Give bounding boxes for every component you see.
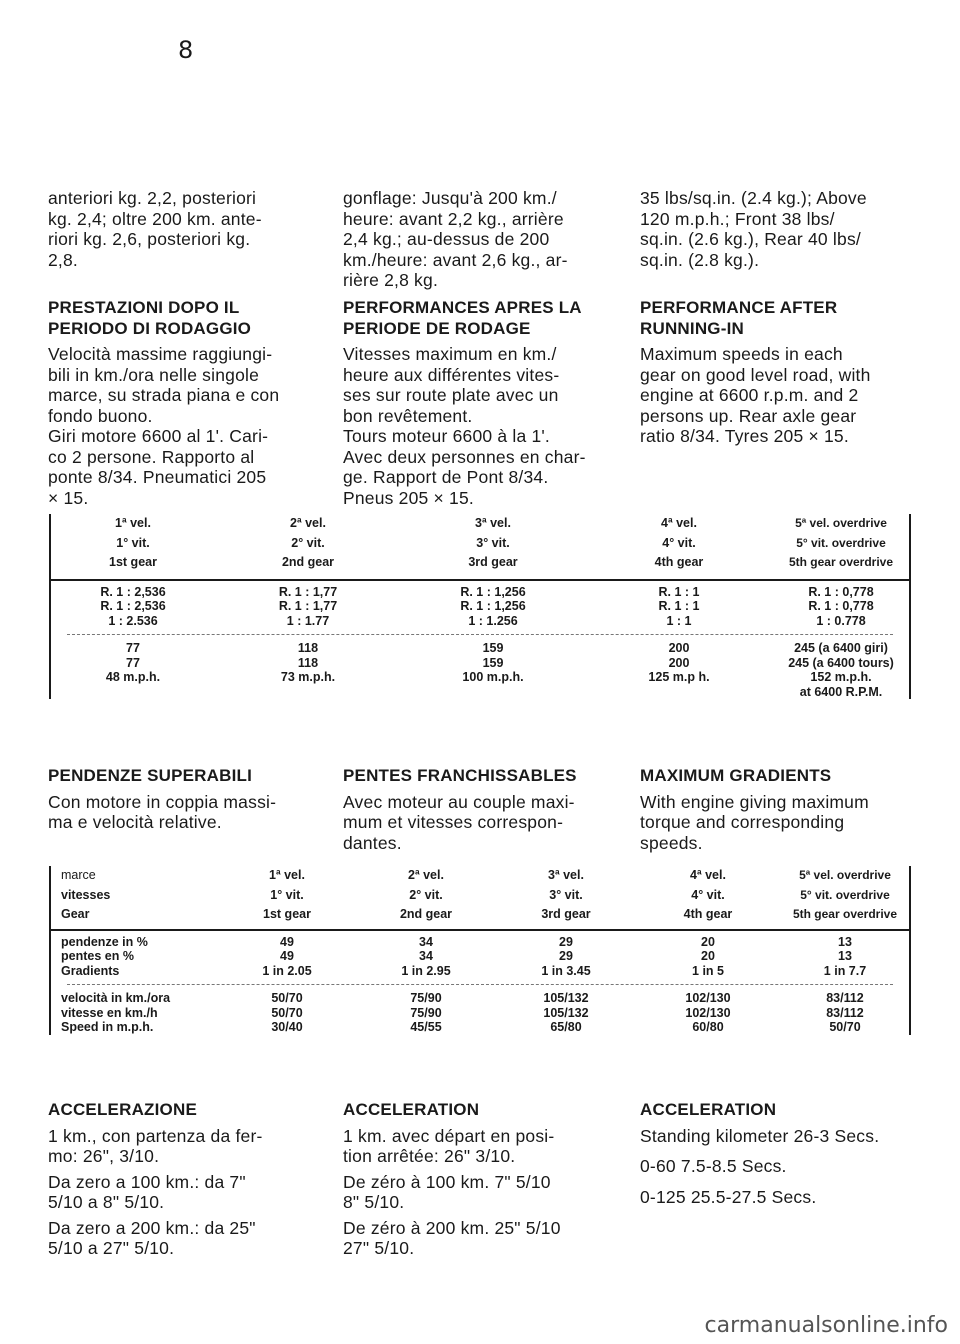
text-line: bon revêtement. <box>343 405 473 426</box>
text-line: × 15. <box>48 487 89 508</box>
section-title: PERIODO DI RODAGGIO <box>48 318 252 338</box>
table-cell: 2nd gear <box>281 555 335 569</box>
table-cell: 4° vit. <box>691 887 725 902</box>
table-cell: 125 m.p h. <box>648 670 710 684</box>
table-cell: 4th gear <box>654 555 704 569</box>
text-line: With engine giving maximum <box>640 791 869 812</box>
table-cell: 30/40 <box>271 1020 303 1034</box>
table-cell: R. 1 : 1,256 <box>460 584 526 599</box>
text-line: Vitesses maximum en km./ <box>343 344 557 364</box>
table-cell: 65/80 <box>550 1020 582 1034</box>
text-line: Tours moteur 6600 à la 1'. <box>343 426 550 446</box>
table-cell: 5° vit. overdrive <box>800 887 890 902</box>
table-cell: vitesses <box>61 887 111 902</box>
table-cell: 2ª vel. <box>290 516 326 530</box>
text-line: Avec deux personnes en char- <box>343 446 586 467</box>
text-line: bili in km./ora nelle singole <box>48 364 260 385</box>
table-cell: 1 : 1.77 <box>286 613 330 628</box>
table-cell: 45/55 <box>410 1020 442 1034</box>
table-cell: 1 : 0.778 <box>816 613 866 628</box>
text-line: De zéro à 100 km. 7" 5/10 <box>343 1171 551 1192</box>
table-cell: R. 1 : 2,536 <box>100 584 166 599</box>
table-cell: 3° vit. <box>476 535 510 550</box>
table-cell: 102/130 <box>685 1005 731 1020</box>
table-cell: 105/132 <box>543 991 589 1005</box>
table-cell: 13 <box>838 934 852 949</box>
text-line: ge. Rapport de Pont 8/34. <box>343 467 549 487</box>
text-line: 120 m.p.h.; Front 38 lbs/ <box>640 208 835 229</box>
table-cell: 13 <box>838 949 852 963</box>
table-cell: 1ª vel. <box>115 516 151 530</box>
table-cell: 75/90 <box>410 1005 442 1020</box>
table-cell: pentes en % <box>61 949 134 963</box>
text-line: heure: avant 2,2 kg., arrière <box>343 208 564 229</box>
text-line: dantes. <box>343 832 402 853</box>
text-line: Avec moteur au couple maxi- <box>343 791 575 812</box>
table-cell: 4ª vel. <box>690 868 726 882</box>
table-cell: 83/112 <box>826 1005 864 1020</box>
gradient-speed-rows <box>51 991 909 1035</box>
table-cell: 1 in 2.95 <box>401 963 451 978</box>
section-title: ACCELERATION <box>640 1100 777 1119</box>
table-cell: R. 1 : 0,778 <box>808 584 874 599</box>
table-cell: R. 1 : 2,536 <box>100 599 166 613</box>
table-cell: 1 : 1 <box>666 613 692 628</box>
table-cell: 20 <box>701 934 715 949</box>
gradient-rows <box>51 935 909 979</box>
table-cell: 34 <box>419 949 433 963</box>
text-line: Da zero a 100 km.: da 7" <box>48 1171 246 1192</box>
gradients-english <box>640 766 912 853</box>
table-cell <box>401 685 585 700</box>
text-line: Standing kilometer 26-3 Secs. <box>640 1125 880 1146</box>
table-cell: 77 <box>126 655 140 670</box>
table-cell: 245 (a 6400 giri) <box>794 641 888 655</box>
text-line: Maximum speeds in each <box>640 344 843 364</box>
table-cell: 1ª vel. <box>269 868 305 882</box>
table-cell: 5ª vel. overdrive <box>795 516 887 530</box>
table-cell: 2° vit. <box>291 535 325 550</box>
text-line: 2,4 kg.; au-dessus de 200 <box>343 229 550 249</box>
table-cell: 118 <box>297 641 319 655</box>
text-line: anteriori kg. 2,2, posteriori <box>48 188 257 208</box>
table-cell: 5th gear overdrive <box>792 907 898 921</box>
table-cell: 1 in 3.45 <box>541 963 591 978</box>
table-cell: 29 <box>559 949 573 963</box>
text-line: 0-125 25.5-27.5 Secs. <box>640 1186 817 1207</box>
text-line: sq.in. (2.8 kg.). <box>640 249 760 270</box>
table-cell: 29 <box>559 934 573 949</box>
table-cell: 34 <box>419 934 433 949</box>
table-cell: 200 <box>668 641 690 655</box>
text-line: kg. 2,4; oltre 200 km. ante- <box>48 208 262 229</box>
table-cell: Gradients <box>61 963 120 978</box>
table-cell: 75/90 <box>410 991 442 1005</box>
table-cell: 118 <box>297 655 319 670</box>
text-line: Con motore in coppia massi- <box>48 791 277 812</box>
table-cell: 1 in 7.7 <box>823 963 867 978</box>
text-line: fondo buono. <box>48 405 153 426</box>
table-cell: Gear <box>61 907 90 921</box>
intro-english <box>640 188 912 270</box>
table-cell: 159 <box>482 655 504 670</box>
table-cell <box>215 685 401 700</box>
text-line: marce, su strada piana e con <box>48 385 280 405</box>
table-cell: 1 : 1.256 <box>468 613 518 628</box>
table-cell: 4ª vel. <box>661 516 697 530</box>
table-cell: 200 <box>668 655 690 670</box>
table-cell: 3rd gear <box>468 555 518 569</box>
text-line: ses sur route plate avec un <box>343 385 559 405</box>
table-cell: at 6400 R.P.M. <box>799 684 883 699</box>
text-line: ponte 8/34. Pneumatici 205 <box>48 467 267 487</box>
text-line: 27" 5/10. <box>343 1238 415 1258</box>
text-line: 1 km. avec départ en posi- <box>343 1125 555 1146</box>
table-cell: R. 1 : 0,778 <box>808 599 874 613</box>
table-cell: 3° vit. <box>549 887 583 902</box>
section-title: PERFORMANCE AFTER <box>640 298 838 317</box>
table-cell: 4° vit. <box>662 535 696 550</box>
text-line: 2,8. <box>48 249 78 270</box>
page-number: 8 <box>178 36 194 64</box>
text-line: riori kg. 2,6, posteriori kg. <box>48 229 251 249</box>
gradient-table <box>49 866 911 1035</box>
text-line: 1 km., con partenza da fer- <box>48 1125 263 1146</box>
table-cell: vitesse en km./h <box>61 1005 158 1020</box>
acceleration-french <box>343 1100 619 1259</box>
section-title: PENDENZE SUPERABILI <box>48 766 253 785</box>
speed-table-header <box>51 514 909 573</box>
table-cell: 1st gear <box>109 555 157 569</box>
speed-table <box>49 514 911 699</box>
text-line: mo: 26", 3/10. <box>48 1146 160 1166</box>
text-line: ratio 8/34. Tyres 205 × 15. <box>640 426 849 446</box>
table-cell: 73 m.p.h. <box>280 670 336 684</box>
text-line: gonflage: Jusqu'à 200 km./ <box>343 188 557 208</box>
table-cell: R. 1 : 1 <box>658 599 700 613</box>
table-cell: 5° vit. overdrive <box>796 535 886 550</box>
table-cell: 20 <box>701 949 715 963</box>
table-cell: 245 (a 6400 tours) <box>788 655 894 670</box>
table-cell: 1 in 5 <box>692 963 724 978</box>
table-cell <box>585 685 773 700</box>
table-cell: 1° vit. <box>270 887 304 902</box>
table-cell: 152 m.p.h. <box>810 670 872 684</box>
text-line: sq.in. (2.6 kg.), Rear 40 lbs/ <box>640 229 861 249</box>
table-cell: marce <box>61 868 96 882</box>
table-cell: R. 1 : 1,256 <box>460 599 526 613</box>
table-cell: 1st gear <box>263 907 311 921</box>
table-cell: 1 in 2.05 <box>262 963 312 978</box>
speed-rows <box>51 641 909 699</box>
table-cell: 83/112 <box>826 991 864 1005</box>
text-line: 5/10 a 27" 5/10. <box>48 1238 175 1258</box>
section-title: PRESTAZIONI DOPO IL <box>48 298 240 317</box>
table-cell: 5ª vel. overdrive <box>799 868 891 882</box>
table-cell: 48 m.p.h. <box>105 670 161 684</box>
table-cell: 3rd gear <box>541 907 591 921</box>
table-cell: 105/132 <box>543 1005 589 1020</box>
section-title: ACCELERAZIONE <box>48 1100 197 1119</box>
table-cell: 60/80 <box>692 1020 724 1034</box>
table-cell: 50/70 <box>829 1020 861 1034</box>
acceleration-italian <box>48 1100 320 1259</box>
acceleration-english <box>640 1100 912 1207</box>
text-line: rière 2,8 kg. <box>343 270 439 290</box>
gradient-table-header <box>51 866 909 925</box>
table-cell: 1° vit. <box>116 535 150 550</box>
text-line: torque and corresponding <box>640 812 845 832</box>
table-cell <box>51 685 215 700</box>
gradients-italian <box>48 766 320 833</box>
table-cell: 3ª vel. <box>475 516 511 530</box>
table-cell: 4th gear <box>683 907 733 921</box>
table-cell: pendenze in % <box>61 934 148 949</box>
text-line: engine at 6600 r.p.m. and 2 <box>640 385 859 405</box>
table-cell: 2° vit. <box>409 887 443 902</box>
performance-english <box>640 298 912 447</box>
text-line: km./heure: avant 2,6 kg., ar- <box>343 249 568 270</box>
section-title: PENTES FRANCHISSABLES <box>343 766 577 785</box>
table-cell: R. 1 : 1,77 <box>278 599 338 613</box>
intro-italian <box>48 188 320 270</box>
text-line: Velocità massime raggiungi- <box>48 344 273 364</box>
text-line: 0-60 7.5-8.5 Secs. <box>640 1156 787 1176</box>
table-cell: 100 m.p.h. <box>462 670 524 684</box>
watermark[interactable]: carmanualsonline.info <box>704 1313 948 1338</box>
table-cell: 1 : 2.536 <box>108 613 158 628</box>
table-cell: 102/130 <box>685 991 731 1005</box>
text-line: mum et vitesses correspon- <box>343 812 564 832</box>
text-line: Da zero a 200 km.: da 25" <box>48 1217 256 1238</box>
table-cell: 49 <box>280 934 294 949</box>
table-cell: 50/70 <box>271 991 303 1005</box>
text-line: ma e velocità relative. <box>48 812 222 832</box>
text-line: tion arrêtée: 26" 3/10. <box>343 1146 516 1166</box>
text-line: 5/10 a 8" 5/10. <box>48 1192 165 1212</box>
table-cell: Speed in m.p.h. <box>61 1020 154 1034</box>
table-cell: 77 <box>126 641 140 655</box>
section-title: PERIODE DE RODAGE <box>343 318 531 338</box>
text-line: co 2 persone. Rapporto al <box>48 446 255 467</box>
section-title: PERFORMANCES APRES LA <box>343 298 582 317</box>
table-cell: 159 <box>482 641 504 655</box>
intro-french <box>343 188 619 291</box>
text-line: 8" 5/10. <box>343 1192 405 1212</box>
text-line: Giri motore 6600 al 1'. Cari- <box>48 426 269 446</box>
performance-french <box>343 298 619 508</box>
performance-italian <box>48 298 320 508</box>
text-line: gear on good level road, with <box>640 364 871 385</box>
section-title: ACCELERATION <box>343 1100 480 1119</box>
gradients-french <box>343 766 619 853</box>
text-line: persons up. Rear axle gear <box>640 405 857 426</box>
table-cell: 2ª vel. <box>408 868 444 882</box>
ratio-rows <box>51 585 909 629</box>
text-line: heure aux différentes vites- <box>343 364 560 385</box>
section-title: MAXIMUM GRADIENTS <box>640 766 832 785</box>
table-cell: R. 1 : 1 <box>658 584 700 599</box>
table-cell: 50/70 <box>271 1005 303 1020</box>
section-title: RUNNING-IN <box>640 318 744 338</box>
text-line: speeds. <box>640 832 703 853</box>
text-line: 35 lbs/sq.in. (2.4 kg.); Above <box>640 188 867 208</box>
table-cell: 2nd gear <box>399 907 453 921</box>
table-cell: 49 <box>280 949 294 963</box>
text-line: Pneus 205 × 15. <box>343 487 474 508</box>
table-cell: velocità in km./ora <box>61 991 171 1005</box>
table-cell: 3ª vel. <box>548 868 584 882</box>
table-cell: R. 1 : 1,77 <box>278 584 338 599</box>
table-cell: 5th gear overdrive <box>788 555 894 569</box>
text-line: De zéro à 200 km. 25" 5/10 <box>343 1217 561 1238</box>
